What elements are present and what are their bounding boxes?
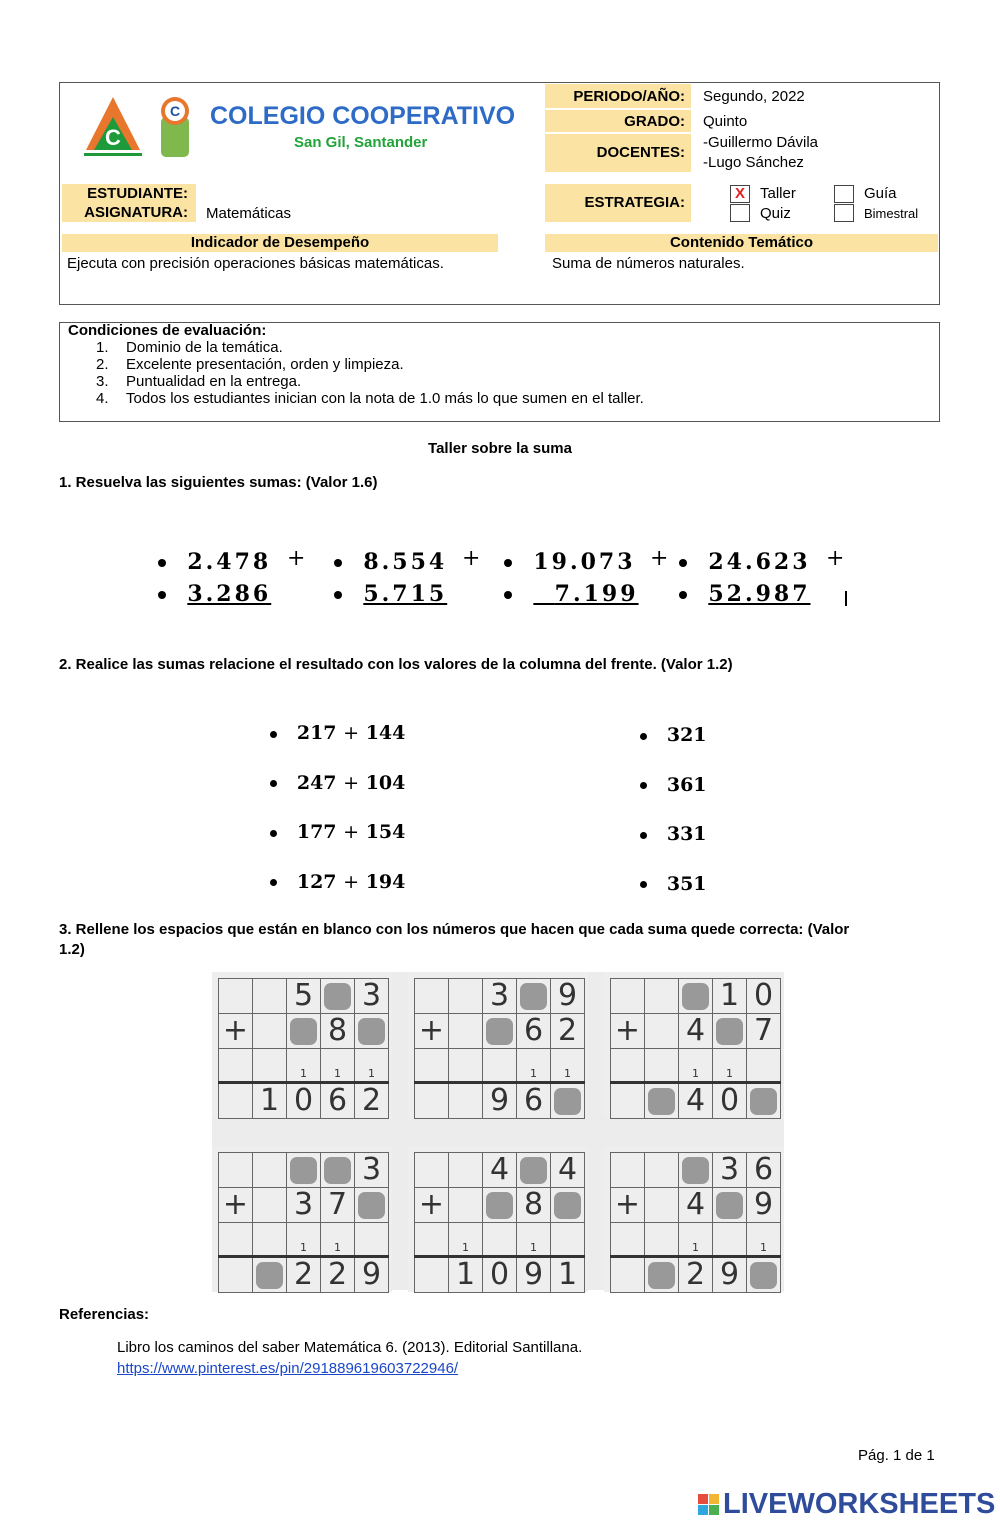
grid-cell: [645, 1049, 679, 1083]
blank-cell[interactable]: [321, 979, 355, 1014]
blank-square[interactable]: [750, 1262, 777, 1289]
page-number: Pág. 1 de 1: [858, 1447, 935, 1464]
grid-cell: [253, 1049, 287, 1083]
blank-cell[interactable]: [321, 1153, 355, 1188]
blank-cell[interactable]: [747, 1257, 781, 1293]
blank-cell[interactable]: [287, 1014, 321, 1049]
grid-cell: 4: [551, 1153, 585, 1188]
carry-digit: 1: [334, 1067, 341, 1080]
grid-cell: 4: [679, 1188, 713, 1223]
grid-cell: [483, 1049, 517, 1083]
grid-cell: [355, 1049, 389, 1083]
blank-square[interactable]: [682, 983, 709, 1010]
bullet-icon: [640, 881, 647, 888]
q1-sum-3: 19.073 7.199: [504, 546, 639, 610]
q2-right-item: 361: [640, 761, 707, 811]
q1-sum-2: 8.554 5.715: [334, 546, 447, 610]
q1-plus-1: +: [287, 546, 306, 571]
grid-cell: [415, 1223, 449, 1257]
grid-cell: [253, 979, 287, 1014]
references-title: Referencias:: [59, 1306, 150, 1323]
grid-cell: [253, 1223, 287, 1257]
q2-left-item: 177 + 154: [270, 808, 405, 858]
grid-cell: [645, 1223, 679, 1257]
blank-cell[interactable]: [517, 1153, 551, 1188]
grid-cell: 9: [747, 1188, 781, 1223]
coop-logo: [155, 95, 195, 161]
quiz-label: Quiz: [760, 205, 791, 222]
taller-check-mark: X: [734, 185, 745, 202]
svg-text:C: C: [169, 103, 181, 119]
periodo-label: PERIODO/AÑO:: [573, 88, 685, 105]
grid-cell: [645, 1153, 679, 1188]
bullet-icon: [158, 591, 166, 599]
q2-right-item: 351: [640, 860, 707, 910]
carry-digit: 1: [726, 1067, 733, 1080]
blank-cell[interactable]: [483, 1014, 517, 1049]
bullet-icon: [270, 879, 277, 886]
blank-cell[interactable]: [747, 1083, 781, 1119]
grid-cell: [645, 1014, 679, 1049]
bullet-icon: [504, 559, 512, 567]
grid-cell: [713, 1223, 747, 1257]
brand-text: LIVEWORKSHEETS: [723, 1487, 996, 1520]
blank-square[interactable]: [324, 1157, 351, 1184]
grid-cell: 0: [747, 979, 781, 1014]
liveworksheets-logo: [698, 1488, 995, 1520]
grid-cell: 4: [679, 1083, 713, 1119]
grid-cell: 2: [321, 1257, 355, 1293]
text-cursor: [845, 591, 847, 606]
grid-cell: [449, 979, 483, 1014]
blank-cell[interactable]: [713, 1014, 747, 1049]
conditions-list: [96, 339, 644, 407]
grid-cell: [483, 1223, 517, 1257]
carry-digit: 1: [692, 1067, 699, 1080]
blank-cell[interactable]: [645, 1083, 679, 1119]
blank-square[interactable]: [648, 1262, 675, 1289]
grid-cell: [645, 1188, 679, 1223]
q1-title: 1. Resuelva las siguientes sumas: (Valor 1.6): [59, 474, 378, 491]
grid-cell: 4: [679, 1014, 713, 1049]
grid-cell: +: [611, 1188, 645, 1223]
carry-digit: 1: [692, 1241, 699, 1254]
addition-grid: [212, 972, 392, 1118]
grid-cell: [219, 1223, 253, 1257]
grid-cell: +: [415, 1014, 449, 1049]
taller-checkbox[interactable]: [730, 185, 750, 203]
contenido-label: Contenido Temático: [545, 234, 938, 252]
blank-cell[interactable]: [645, 1257, 679, 1293]
grid-cell: 8: [321, 1014, 355, 1049]
condition-item: 1. Dominio de la temática.: [96, 339, 283, 356]
bullet-icon: [640, 832, 647, 839]
grid-cell: [449, 1188, 483, 1223]
guia-checkbox[interactable]: [834, 185, 854, 203]
grid-cell: 2: [551, 1014, 585, 1049]
grado-label: GRADO:: [624, 113, 685, 130]
grid-cell: [287, 1049, 321, 1083]
grid-cell: 3: [287, 1188, 321, 1223]
grid-cell: 9: [483, 1083, 517, 1119]
grid-cell: 1: [551, 1257, 585, 1293]
indicador-label: Indicador de Desempeño: [62, 234, 498, 252]
grid-cell: [253, 1014, 287, 1049]
blank-square[interactable]: [716, 1018, 743, 1045]
estudiante-value[interactable]: [206, 185, 526, 203]
grid-cell: [611, 1257, 645, 1293]
grid-cell: 0: [287, 1083, 321, 1119]
grid-cell: [611, 1223, 645, 1257]
q3-title: 3. Rellene los espacios que están en blanco con los números que hacen que cada suma quede correcta: (Valor 1.2): [59, 921, 850, 958]
school-logo: [78, 95, 148, 165]
school-location: San Gil, Santander: [294, 134, 428, 151]
grid-cell: [219, 1153, 253, 1188]
blank-cell[interactable]: [713, 1188, 747, 1223]
bullet-icon: [640, 733, 647, 740]
grid-cell: [449, 1083, 483, 1119]
periodo-value: Segundo, 2022: [703, 88, 805, 105]
blank-square[interactable]: [256, 1262, 283, 1289]
asignatura-value: Matemáticas: [206, 205, 292, 222]
carry-digit: 1: [760, 1241, 767, 1254]
grid-cell: [415, 1153, 449, 1188]
bullet-icon: [679, 559, 687, 567]
quiz-checkbox[interactable]: [730, 204, 750, 222]
addition-grid: [408, 1146, 588, 1292]
svg-text:C: C: [105, 125, 121, 150]
grid-cell: 6: [321, 1083, 355, 1119]
grid-cell: [355, 1223, 389, 1257]
grid-cell: 1: [713, 979, 747, 1014]
workshop-title: Taller sobre la suma: [428, 440, 572, 457]
liveworksheets-icon: [698, 1494, 719, 1515]
blank-cell[interactable]: [679, 1153, 713, 1188]
grid-cell: 6: [747, 1153, 781, 1188]
grid-cell: [287, 1223, 321, 1257]
condition-item: 2. Excelente presentación, orden y limpieza.: [96, 356, 404, 373]
grid-cell: 3: [355, 1153, 389, 1188]
q2-right-item: 321: [640, 711, 707, 761]
grid-cell: [219, 1083, 253, 1119]
grid-cell: 0: [713, 1083, 747, 1119]
blank-cell[interactable]: [355, 1014, 389, 1049]
grid-cell: 2: [355, 1083, 389, 1119]
grid-cell: 4: [483, 1153, 517, 1188]
blank-cell[interactable]: [287, 1153, 321, 1188]
q2-left-item: 217 + 144: [270, 709, 405, 759]
grid-cell: 3: [483, 979, 517, 1014]
q2-right-item: 331: [640, 810, 707, 860]
carry-digit: 1: [300, 1067, 307, 1080]
addition-grid: [408, 972, 588, 1118]
grid-cell: [415, 979, 449, 1014]
grid-cell: [551, 1049, 585, 1083]
grid-cell: [645, 979, 679, 1014]
grid-cell: 3: [713, 1153, 747, 1188]
carry-digit: 1: [564, 1067, 571, 1080]
blank-square[interactable]: [520, 1157, 547, 1184]
estudiante-label: ESTUDIANTE:: [87, 185, 188, 202]
grid-cell: 1: [449, 1257, 483, 1293]
q2-title: 2. Realice las sumas relacione el resultado con los valores de la columna del frente. (Valor 1.2): [59, 656, 733, 673]
grid-cell: [551, 1223, 585, 1257]
asignatura-label: ASIGNATURA:: [84, 204, 188, 221]
grid-cell: +: [611, 1014, 645, 1049]
blank-square[interactable]: [486, 1018, 513, 1045]
grid-cell: [415, 1049, 449, 1083]
grid-cell: [611, 979, 645, 1014]
grid-cell: 0: [483, 1257, 517, 1293]
grid-cell: [611, 1049, 645, 1083]
q2-left-column: [270, 709, 405, 907]
grid-cell: 9: [355, 1257, 389, 1293]
grid-cell: 9: [517, 1257, 551, 1293]
grid-cell: +: [415, 1188, 449, 1223]
grid-cell: [219, 1257, 253, 1293]
grid-cell: 1: [253, 1083, 287, 1119]
grid-cell: [679, 1049, 713, 1083]
bullet-icon: [334, 559, 342, 567]
grid-cell: 3: [355, 979, 389, 1014]
grid-cell: [321, 1223, 355, 1257]
bullet-icon: [504, 591, 512, 599]
q2-left-item: 127 + 194: [270, 858, 405, 908]
grid-cell: 8: [517, 1188, 551, 1223]
bullet-icon: [270, 780, 277, 787]
carry-digit: 1: [530, 1067, 537, 1080]
grid-cell: [747, 1223, 781, 1257]
school-name: COLEGIO COOPERATIVO: [210, 102, 516, 130]
grid-cell: [449, 1153, 483, 1188]
bullet-icon: [158, 559, 166, 567]
carry-digit: 1: [334, 1241, 341, 1254]
q1-sum-4: 24.623 52.987: [679, 546, 811, 610]
q2-left-item: 247 + 104: [270, 759, 405, 809]
q2-right-column: [640, 711, 707, 909]
grid-cell: [219, 1049, 253, 1083]
blank-cell[interactable]: [253, 1257, 287, 1293]
grid-cell: [321, 1049, 355, 1083]
taller-label: Taller: [760, 185, 796, 202]
blank-square[interactable]: [290, 1018, 317, 1045]
grid-cell: [253, 1153, 287, 1188]
docente-1: -Guillermo Dávila: [703, 134, 819, 151]
estrategia-label: ESTRATEGIA:: [584, 194, 685, 211]
guia-label: Guía: [864, 185, 897, 202]
condition-item: 3. Puntualidad en la entrega.: [96, 373, 302, 390]
condition-item: 4. Todos los estudiantes inician con la nota de 1.0 más lo que sumen en el taller.: [96, 390, 644, 407]
carry-digit: 1: [300, 1241, 307, 1254]
grid-cell: 9: [713, 1257, 747, 1293]
q1-sum-1: 2.478 3.286: [158, 546, 271, 610]
grid-cell: [713, 1049, 747, 1083]
bullet-icon: [640, 782, 647, 789]
blank-square[interactable]: [716, 1192, 743, 1219]
blank-square[interactable]: [554, 1088, 581, 1115]
grid-cell: [517, 1049, 551, 1083]
grid-cell: 5: [287, 979, 321, 1014]
addition-grid: [212, 1146, 392, 1292]
blank-square[interactable]: [358, 1192, 385, 1219]
q1-plus-2: +: [462, 546, 481, 571]
grid-cell: [449, 1223, 483, 1257]
grid-cell: [611, 1083, 645, 1119]
bimestral-label: Bimestral: [864, 206, 919, 221]
grid-cell: [611, 1153, 645, 1188]
grid-cell: [679, 1223, 713, 1257]
grid-cell: 9: [551, 979, 585, 1014]
q1-plus-3: +: [650, 546, 669, 571]
bullet-icon: [270, 731, 277, 738]
blank-square[interactable]: [750, 1088, 777, 1115]
docentes-label: DOCENTES:: [596, 144, 685, 161]
blank-cell[interactable]: [551, 1083, 585, 1119]
grid-cell: 2: [679, 1257, 713, 1293]
carry-digit: 1: [368, 1067, 375, 1080]
bullet-icon: [679, 591, 687, 599]
grid-cell: [449, 1014, 483, 1049]
docente-2: -Lugo Sánchez: [703, 154, 804, 171]
bimestral-checkbox[interactable]: [834, 204, 854, 222]
reference-link[interactable]: https://www.pinterest.es/pin/291889619603722946/: [117, 1360, 459, 1377]
contenido-value: Suma de números naturales.: [552, 255, 745, 272]
bullet-icon: [334, 591, 342, 599]
grid-cell: 6: [517, 1083, 551, 1119]
q1-plus-4: +: [826, 546, 845, 571]
reference-book: Libro los caminos del saber Matemática 6. (2013). Editorial Santillana.: [117, 1339, 583, 1356]
grid-cell: [747, 1049, 781, 1083]
grid-cell: 6: [517, 1014, 551, 1049]
grado-value: Quinto: [703, 113, 748, 130]
blank-square[interactable]: [290, 1157, 317, 1184]
grid-cell: [415, 1083, 449, 1119]
conditions-title: Condiciones de evaluación:: [68, 322, 267, 339]
grid-cell: +: [219, 1014, 253, 1049]
blank-square[interactable]: [324, 983, 351, 1010]
blank-cell[interactable]: [517, 979, 551, 1014]
grid-cell: [449, 1049, 483, 1083]
blank-square[interactable]: [682, 1157, 709, 1184]
grid-cell: [253, 1188, 287, 1223]
carry-digit: 1: [530, 1241, 537, 1254]
blank-cell[interactable]: [483, 1188, 517, 1223]
carry-digit: 1: [462, 1241, 469, 1254]
indicador-value: Ejecuta con precisión operaciones básicas matemáticas.: [67, 255, 444, 272]
bullet-icon: [270, 830, 277, 837]
addition-grid: [604, 1146, 784, 1292]
blank-square[interactable]: [486, 1192, 513, 1219]
blank-cell[interactable]: [679, 979, 713, 1014]
grid-cell: [415, 1257, 449, 1293]
addition-grid: [604, 972, 784, 1118]
blank-square[interactable]: [648, 1088, 675, 1115]
grid-cell: +: [219, 1188, 253, 1223]
grid-cell: 7: [321, 1188, 355, 1223]
grid-cell: [219, 979, 253, 1014]
blank-cell[interactable]: [355, 1188, 389, 1223]
grid-cell: 7: [747, 1014, 781, 1049]
grid-cell: 2: [287, 1257, 321, 1293]
blank-cell[interactable]: [551, 1188, 585, 1223]
blank-square[interactable]: [520, 983, 547, 1010]
grid-cell: [517, 1223, 551, 1257]
blank-square[interactable]: [358, 1018, 385, 1045]
blank-square[interactable]: [554, 1192, 581, 1219]
